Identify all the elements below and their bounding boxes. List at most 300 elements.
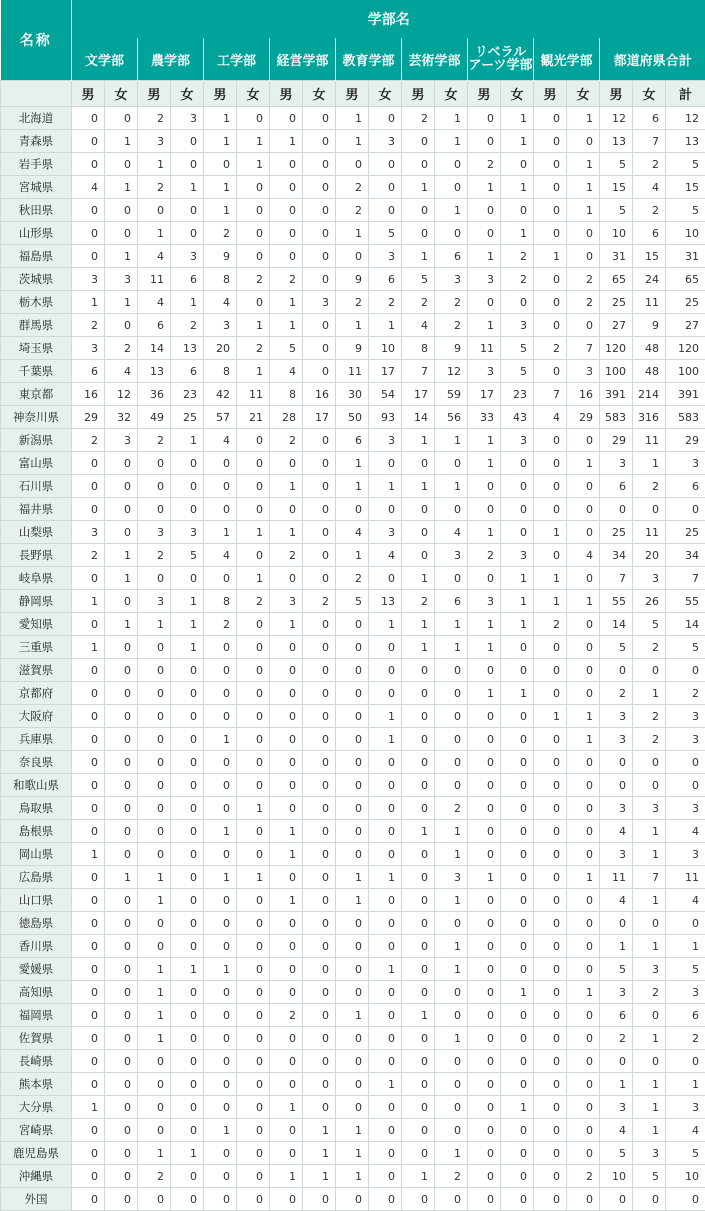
value-cell: 3 — [303, 291, 336, 314]
table-row — [1, 820, 705, 843]
value-cell: 0 — [303, 176, 336, 199]
table-row — [1, 981, 705, 1004]
value-cell: 0 — [534, 1096, 567, 1119]
value-cell: 2 — [402, 291, 435, 314]
value-cell: 0 — [633, 912, 666, 935]
value-cell: 4 — [369, 544, 402, 567]
value-cell: 1 — [138, 889, 171, 912]
value-cell: 0 — [534, 797, 567, 820]
value-cell: 4 — [666, 820, 705, 843]
value-cell: 6 — [138, 314, 171, 337]
value-cell: 0 — [501, 889, 534, 912]
value-cell: 0 — [633, 659, 666, 682]
value-cell: 0 — [171, 475, 204, 498]
value-cell: 1 — [468, 452, 501, 475]
value-cell: 1 — [138, 222, 171, 245]
value-cell: 2 — [138, 1165, 171, 1188]
table-row — [1, 130, 705, 153]
value-cell: 0 — [171, 889, 204, 912]
value-cell: 14 — [138, 337, 171, 360]
value-cell: 1 — [336, 866, 369, 889]
male-header: 男 — [204, 81, 237, 107]
value-cell: 0 — [303, 268, 336, 291]
value-cell: 9 — [336, 337, 369, 360]
value-cell: 1 — [435, 843, 468, 866]
value-cell: 0 — [567, 1004, 600, 1027]
value-cell: 1 — [369, 705, 402, 728]
value-cell: 0 — [501, 498, 534, 521]
value-cell: 3 — [204, 314, 237, 337]
value-cell: 0 — [237, 935, 270, 958]
value-cell: 0 — [534, 843, 567, 866]
value-cell: 2 — [237, 268, 270, 291]
prefecture-name: 広島県 — [1, 866, 72, 889]
value-cell: 5 — [666, 636, 705, 659]
value-cell: 3 — [501, 314, 534, 337]
value-cell: 0 — [468, 567, 501, 590]
value-cell: 8 — [270, 383, 303, 406]
value-cell: 1 — [501, 222, 534, 245]
value-cell: 0 — [600, 659, 633, 682]
value-cell: 0 — [402, 935, 435, 958]
value-cell: 1 — [72, 843, 105, 866]
dept-header-literature: 文学部 — [72, 38, 138, 81]
value-cell: 0 — [171, 567, 204, 590]
value-cell: 5 — [600, 199, 633, 222]
value-cell: 0 — [138, 728, 171, 751]
name-column-header: 名称 — [1, 0, 72, 81]
value-cell: 0 — [402, 751, 435, 774]
value-cell: 0 — [435, 1004, 468, 1027]
value-cell: 0 — [138, 1188, 171, 1211]
value-cell: 0 — [237, 1165, 270, 1188]
value-cell: 3 — [600, 797, 633, 820]
table-row — [1, 912, 705, 935]
value-cell: 10 — [600, 222, 633, 245]
value-cell: 0 — [72, 1004, 105, 1027]
value-cell: 0 — [303, 130, 336, 153]
value-cell: 0 — [567, 567, 600, 590]
value-cell: 1 — [336, 1165, 369, 1188]
value-cell: 6 — [435, 245, 468, 268]
value-cell: 0 — [567, 820, 600, 843]
value-cell: 2 — [336, 199, 369, 222]
value-cell: 0 — [468, 935, 501, 958]
value-cell: 0 — [105, 590, 138, 613]
value-cell: 0 — [237, 613, 270, 636]
value-cell: 0 — [336, 728, 369, 751]
value-cell: 2 — [303, 590, 336, 613]
value-cell: 4 — [72, 176, 105, 199]
value-cell: 1 — [402, 567, 435, 590]
value-cell: 0 — [270, 452, 303, 475]
value-cell: 0 — [435, 153, 468, 176]
value-cell: 0 — [171, 774, 204, 797]
value-cell: 3 — [138, 521, 171, 544]
value-cell: 3 — [435, 268, 468, 291]
value-cell: 0 — [369, 452, 402, 475]
value-cell: 0 — [171, 682, 204, 705]
value-cell: 5 — [666, 1142, 705, 1165]
value-cell: 1 — [270, 889, 303, 912]
value-cell: 0 — [501, 797, 534, 820]
value-cell: 4 — [567, 544, 600, 567]
value-cell: 0 — [336, 659, 369, 682]
value-cell: 0 — [402, 889, 435, 912]
value-cell: 0 — [237, 1119, 270, 1142]
prefecture-name: 新潟県 — [1, 429, 72, 452]
value-cell: 0 — [501, 958, 534, 981]
value-cell: 55 — [666, 590, 705, 613]
value-cell: 0 — [534, 429, 567, 452]
value-cell: 0 — [237, 291, 270, 314]
prefecture-name: 石川県 — [1, 475, 72, 498]
value-cell: 0 — [501, 521, 534, 544]
value-cell: 0 — [270, 1188, 303, 1211]
value-cell: 0 — [204, 1188, 237, 1211]
value-cell: 0 — [105, 1119, 138, 1142]
value-cell: 0 — [567, 1188, 600, 1211]
value-cell: 36 — [138, 383, 171, 406]
value-cell: 316 — [633, 406, 666, 429]
value-cell: 0 — [72, 866, 105, 889]
value-cell: 0 — [171, 1188, 204, 1211]
value-cell: 0 — [72, 498, 105, 521]
value-cell: 0 — [237, 176, 270, 199]
prefecture-name: 宮崎県 — [1, 1119, 72, 1142]
value-cell: 0 — [72, 1027, 105, 1050]
value-cell: 0 — [435, 176, 468, 199]
value-cell: 11 — [633, 291, 666, 314]
value-cell: 0 — [303, 567, 336, 590]
value-cell: 0 — [270, 751, 303, 774]
value-cell: 5 — [666, 153, 705, 176]
value-cell: 1 — [435, 107, 468, 130]
value-cell: 5 — [600, 1142, 633, 1165]
value-cell: 0 — [468, 1142, 501, 1165]
value-cell: 0 — [435, 774, 468, 797]
value-cell: 1 — [270, 613, 303, 636]
dept-header-arts: 芸術学部 — [402, 38, 468, 81]
prefecture-name: 熊本県 — [1, 1073, 72, 1096]
value-cell: 0 — [534, 820, 567, 843]
value-cell: 1 — [666, 935, 705, 958]
prefecture-name: 静岡県 — [1, 590, 72, 613]
value-cell: 0 — [666, 659, 705, 682]
value-cell: 13 — [171, 337, 204, 360]
prefecture-name: 兵庫県 — [1, 728, 72, 751]
value-cell: 1 — [336, 475, 369, 498]
value-cell: 3 — [600, 452, 633, 475]
value-cell: 1 — [402, 820, 435, 843]
value-cell: 4 — [138, 291, 171, 314]
value-cell: 1 — [501, 682, 534, 705]
value-cell: 0 — [303, 475, 336, 498]
value-cell: 1 — [402, 475, 435, 498]
value-cell: 3 — [72, 337, 105, 360]
value-cell: 3 — [468, 268, 501, 291]
value-cell: 0 — [567, 797, 600, 820]
value-cell: 0 — [534, 1073, 567, 1096]
value-cell: 3 — [171, 521, 204, 544]
value-cell: 1 — [501, 981, 534, 1004]
value-cell: 1 — [105, 130, 138, 153]
value-cell: 0 — [204, 452, 237, 475]
prefecture-name: 秋田県 — [1, 199, 72, 222]
value-cell: 2 — [171, 314, 204, 337]
value-cell: 59 — [435, 383, 468, 406]
value-cell: 0 — [105, 935, 138, 958]
value-cell: 0 — [204, 567, 237, 590]
prefecture-name: 奈良県 — [1, 751, 72, 774]
value-cell: 1 — [402, 176, 435, 199]
value-cell: 0 — [402, 659, 435, 682]
value-cell: 0 — [435, 1073, 468, 1096]
value-cell: 7 — [567, 337, 600, 360]
value-cell: 0 — [336, 1188, 369, 1211]
value-cell: 0 — [534, 1119, 567, 1142]
value-cell: 0 — [72, 613, 105, 636]
value-cell: 0 — [336, 1073, 369, 1096]
value-cell: 7 — [633, 866, 666, 889]
value-cell: 0 — [171, 935, 204, 958]
value-cell: 2 — [72, 429, 105, 452]
value-cell: 12 — [600, 107, 633, 130]
value-cell: 30 — [336, 383, 369, 406]
value-cell: 1 — [171, 1142, 204, 1165]
value-cell: 1 — [303, 1165, 336, 1188]
value-cell: 0 — [237, 889, 270, 912]
value-cell: 0 — [105, 1165, 138, 1188]
value-cell: 1 — [633, 1027, 666, 1050]
value-cell: 26 — [633, 590, 666, 613]
value-cell: 3 — [666, 843, 705, 866]
value-cell: 2 — [633, 636, 666, 659]
value-cell: 1 — [567, 866, 600, 889]
value-cell: 0 — [369, 889, 402, 912]
value-cell: 3 — [171, 107, 204, 130]
value-cell: 1 — [270, 843, 303, 866]
value-cell: 0 — [468, 797, 501, 820]
value-cell: 17 — [303, 406, 336, 429]
dept-header-tourism: 観光学部 — [534, 38, 600, 81]
value-cell: 1 — [435, 889, 468, 912]
value-cell: 0 — [237, 544, 270, 567]
value-cell: 0 — [369, 1188, 402, 1211]
male-header: 男 — [138, 81, 171, 107]
value-cell: 0 — [270, 498, 303, 521]
value-cell: 1 — [105, 291, 138, 314]
value-cell: 14 — [402, 406, 435, 429]
value-cell: 5 — [402, 268, 435, 291]
value-cell: 0 — [468, 1165, 501, 1188]
value-cell: 1 — [501, 1096, 534, 1119]
prefecture-name: 沖縄県 — [1, 1165, 72, 1188]
value-cell: 27 — [600, 314, 633, 337]
value-cell: 0 — [105, 728, 138, 751]
value-cell: 1 — [72, 1096, 105, 1119]
value-cell: 1 — [72, 291, 105, 314]
value-cell: 0 — [666, 498, 705, 521]
value-cell: 3 — [105, 429, 138, 452]
value-cell: 0 — [237, 1142, 270, 1165]
value-cell: 0 — [567, 889, 600, 912]
value-cell: 2 — [270, 544, 303, 567]
value-cell: 8 — [204, 268, 237, 291]
value-cell: 0 — [72, 728, 105, 751]
value-cell: 6 — [435, 590, 468, 613]
value-cell: 0 — [303, 1188, 336, 1211]
value-cell: 10 — [666, 222, 705, 245]
value-cell: 0 — [600, 1188, 633, 1211]
value-cell: 0 — [402, 1142, 435, 1165]
value-cell: 0 — [237, 728, 270, 751]
value-cell: 1 — [336, 130, 369, 153]
value-cell: 0 — [534, 659, 567, 682]
female-header: 女 — [501, 81, 534, 107]
value-cell: 0 — [204, 705, 237, 728]
table-row — [1, 682, 705, 705]
value-cell: 0 — [303, 866, 336, 889]
value-cell: 5 — [171, 544, 204, 567]
value-cell: 8 — [402, 337, 435, 360]
value-cell: 0 — [534, 360, 567, 383]
value-cell: 0 — [534, 544, 567, 567]
value-cell: 34 — [666, 544, 705, 567]
value-cell: 3 — [369, 130, 402, 153]
prefecture-name: 千葉県 — [1, 360, 72, 383]
value-cell: 0 — [303, 199, 336, 222]
value-cell: 0 — [204, 912, 237, 935]
table-row — [1, 843, 705, 866]
value-cell: 0 — [336, 958, 369, 981]
value-cell: 0 — [72, 958, 105, 981]
dept-header-prefecture-total: 都道府県合計 — [600, 38, 705, 81]
value-cell: 25 — [600, 521, 633, 544]
value-cell: 13 — [138, 360, 171, 383]
value-cell: 0 — [534, 130, 567, 153]
value-cell: 0 — [303, 774, 336, 797]
value-cell: 0 — [237, 751, 270, 774]
value-cell: 0 — [534, 981, 567, 1004]
value-cell: 0 — [105, 751, 138, 774]
value-cell: 0 — [171, 843, 204, 866]
value-cell: 0 — [402, 1119, 435, 1142]
value-cell: 0 — [369, 176, 402, 199]
value-cell: 0 — [270, 1142, 303, 1165]
value-cell: 5 — [336, 590, 369, 613]
value-cell: 0 — [171, 728, 204, 751]
value-cell: 0 — [336, 774, 369, 797]
value-cell: 11 — [138, 268, 171, 291]
value-cell: 1 — [270, 314, 303, 337]
value-cell: 0 — [534, 682, 567, 705]
value-cell: 3 — [666, 981, 705, 1004]
table-row — [1, 268, 705, 291]
value-cell: 0 — [369, 682, 402, 705]
value-cell: 0 — [204, 843, 237, 866]
value-cell: 21 — [237, 406, 270, 429]
value-cell: 3 — [270, 590, 303, 613]
value-cell: 0 — [303, 636, 336, 659]
value-cell: 1 — [336, 1004, 369, 1027]
value-cell: 0 — [204, 153, 237, 176]
value-cell: 0 — [534, 268, 567, 291]
value-cell: 0 — [204, 1165, 237, 1188]
value-cell: 0 — [468, 222, 501, 245]
total-header: 計 — [666, 81, 705, 107]
value-cell: 0 — [534, 222, 567, 245]
value-cell: 14 — [666, 613, 705, 636]
value-cell: 0 — [600, 1050, 633, 1073]
value-cell: 2 — [567, 291, 600, 314]
value-cell: 0 — [567, 636, 600, 659]
value-cell: 3 — [600, 1096, 633, 1119]
value-cell: 7 — [600, 567, 633, 590]
value-cell: 1 — [336, 222, 369, 245]
value-cell: 0 — [435, 222, 468, 245]
value-cell: 0 — [204, 1096, 237, 1119]
value-cell: 1 — [138, 981, 171, 1004]
prefecture-name: 栃木県 — [1, 291, 72, 314]
value-cell: 1 — [567, 199, 600, 222]
value-cell: 0 — [237, 705, 270, 728]
value-cell: 0 — [534, 958, 567, 981]
value-cell: 0 — [501, 843, 534, 866]
value-cell: 0 — [138, 820, 171, 843]
value-cell: 0 — [237, 659, 270, 682]
value-cell: 10 — [666, 1165, 705, 1188]
male-header: 男 — [336, 81, 369, 107]
table-row — [1, 590, 705, 613]
value-cell: 2 — [204, 613, 237, 636]
value-cell: 0 — [435, 751, 468, 774]
value-cell: 0 — [468, 705, 501, 728]
dept-header-education: 教育学部 — [336, 38, 402, 81]
female-header: 女 — [237, 81, 270, 107]
value-cell: 0 — [105, 1142, 138, 1165]
value-cell: 4 — [666, 889, 705, 912]
table-row — [1, 1050, 705, 1073]
value-cell: 1 — [369, 613, 402, 636]
value-cell: 583 — [600, 406, 633, 429]
value-cell: 25 — [600, 291, 633, 314]
value-cell: 0 — [567, 1027, 600, 1050]
value-cell: 0 — [402, 797, 435, 820]
value-cell: 0 — [72, 475, 105, 498]
value-cell: 1 — [633, 1119, 666, 1142]
value-cell: 0 — [171, 981, 204, 1004]
value-cell: 0 — [369, 935, 402, 958]
value-cell: 0 — [534, 452, 567, 475]
prefecture-name: 長野県 — [1, 544, 72, 567]
value-cell: 0 — [204, 1004, 237, 1027]
value-cell: 1 — [204, 107, 237, 130]
value-cell: 0 — [72, 705, 105, 728]
table-row — [1, 452, 705, 475]
value-cell: 1 — [468, 613, 501, 636]
value-cell: 0 — [270, 912, 303, 935]
value-cell: 0 — [237, 1050, 270, 1073]
value-cell: 6 — [666, 1004, 705, 1027]
value-cell: 1 — [138, 866, 171, 889]
value-cell: 0 — [567, 912, 600, 935]
value-cell: 2 — [633, 199, 666, 222]
value-cell: 0 — [534, 751, 567, 774]
value-cell: 0 — [105, 498, 138, 521]
value-cell: 0 — [204, 659, 237, 682]
value-cell: 23 — [501, 383, 534, 406]
